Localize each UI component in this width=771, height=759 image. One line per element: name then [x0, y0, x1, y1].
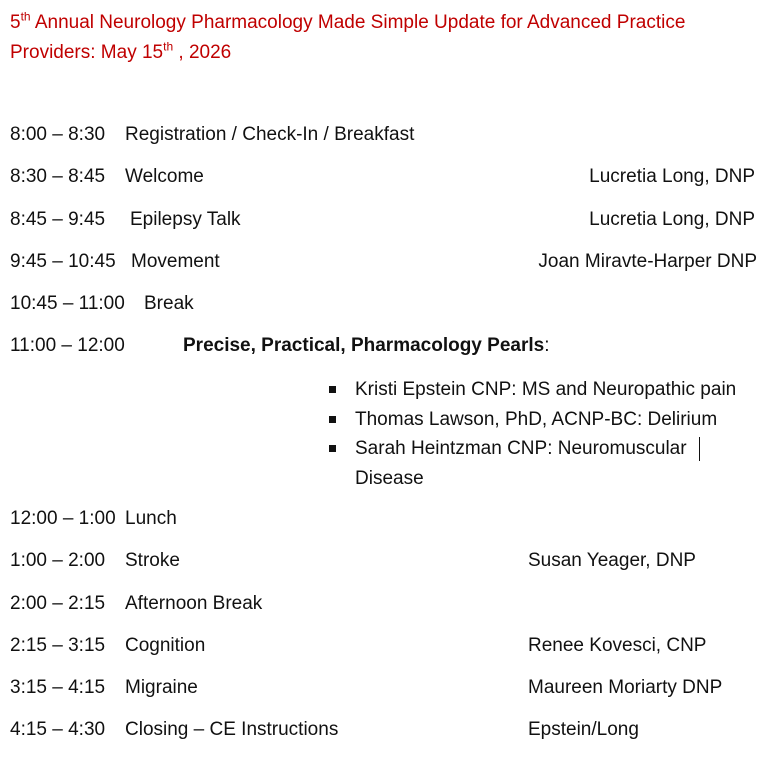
- schedule-session: Migraine: [125, 677, 198, 698]
- schedule-time: 3:15 – 4:15: [10, 677, 106, 698]
- bullet-square-icon: [329, 386, 336, 393]
- schedule-session: Closing – CE Instructions: [125, 719, 339, 740]
- schedule-session: Stroke: [125, 550, 180, 571]
- schedule-session: Movement: [131, 251, 220, 272]
- document-title: 5th Annual Neurology Pharmacology Made Simple Update for Advanced Practice Providers: May 15th , 2026: [10, 9, 686, 63]
- schedule-speaker: Maureen Moriarty DNP: [528, 677, 723, 698]
- schedule-time: 12:00 – 1:00: [10, 508, 116, 529]
- schedule-speaker: Joan Miravte-Harper DNP: [538, 251, 757, 272]
- text-cursor: [699, 437, 700, 461]
- schedule-time: 10:45 – 11:00: [10, 293, 125, 314]
- schedule-time: 2:15 – 3:15: [10, 635, 106, 656]
- schedule-session: Registration / Check-In / Breakfast: [125, 124, 415, 145]
- schedule-session: Afternoon Break: [125, 593, 263, 614]
- schedule-session: Welcome: [125, 166, 204, 187]
- schedule-time: 9:45 – 10:45: [10, 251, 116, 272]
- list-item: Sarah Heintzman CNP: Neuromuscular Disease: [325, 434, 735, 493]
- list-item: Thomas Lawson, PhD, ACNP-BC: Delirium: [325, 405, 736, 435]
- schedule-speaker: Epstein/Long: [528, 719, 639, 740]
- schedule-time: 11:00 – 12:00: [10, 335, 125, 356]
- list-item: Kristi Epstein CNP: MS and Neuropathic pain: [325, 375, 736, 405]
- schedule-session: Epilepsy Talk: [130, 209, 241, 230]
- schedule-time: 4:15 – 4:30: [10, 719, 106, 740]
- schedule-speaker: Lucretia Long, DNP: [589, 209, 755, 230]
- schedule-speaker: Susan Yeager, DNP: [528, 550, 696, 571]
- schedule-time: 2:00 – 2:15: [10, 593, 106, 614]
- schedule-session: Cognition: [125, 635, 206, 656]
- schedule-session: Break: [144, 293, 194, 314]
- bullet-square-icon: [329, 445, 336, 452]
- schedule-speaker: Lucretia Long, DNP: [589, 166, 755, 187]
- schedule-session: Lunch: [125, 508, 177, 529]
- schedule-session-heading: Precise, Practical, Pharmacology Pearls:: [183, 335, 550, 356]
- schedule-speaker: Renee Kovesci, CNP: [528, 635, 707, 656]
- bullet-square-icon: [329, 416, 336, 423]
- schedule-time: 1:00 – 2:00: [10, 550, 106, 571]
- schedule-time: 8:30 – 8:45: [10, 166, 106, 187]
- schedule-time: 8:45 – 9:45: [10, 209, 106, 230]
- pearls-list: [325, 375, 736, 493]
- schedule-time: 8:00 – 8:30: [10, 124, 106, 145]
